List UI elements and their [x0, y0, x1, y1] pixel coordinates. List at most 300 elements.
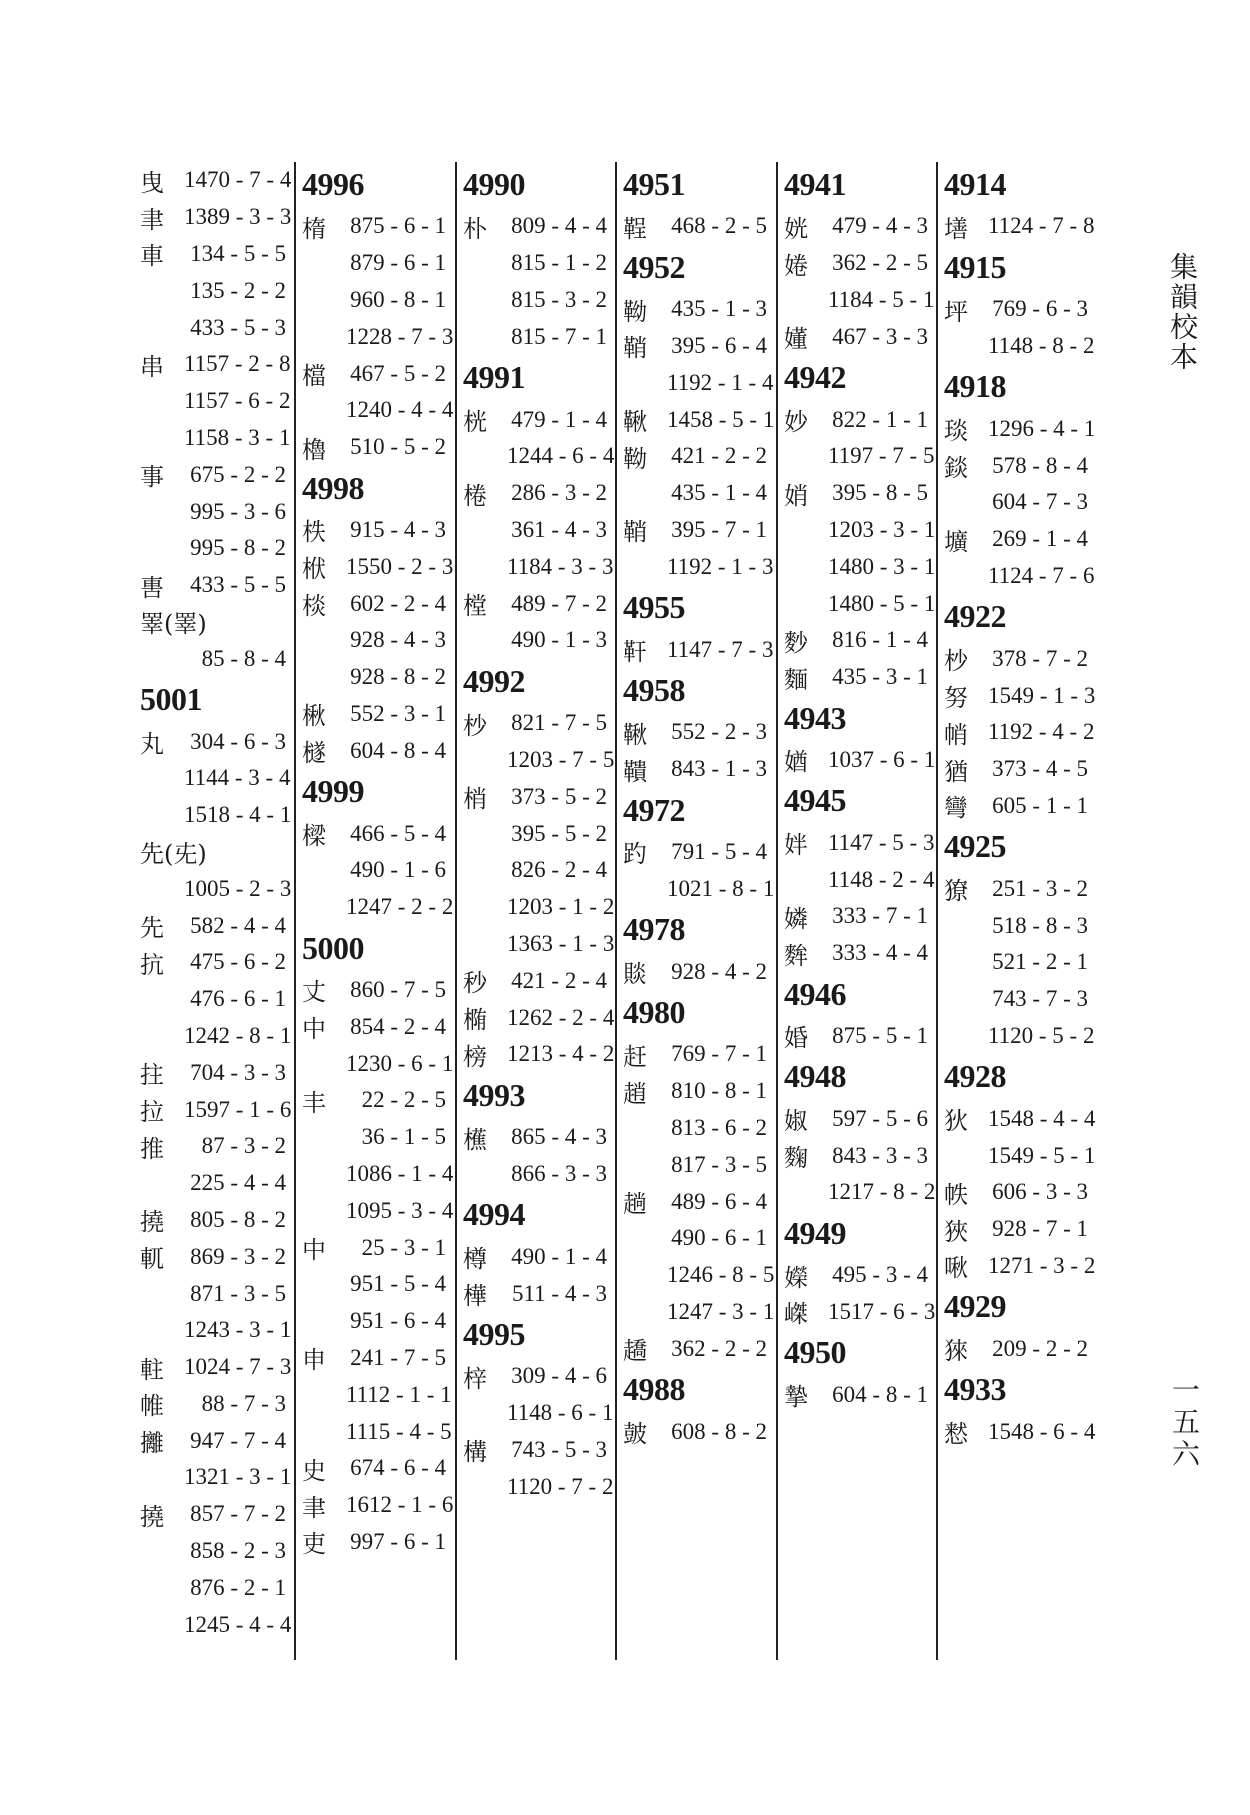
- page-reference: 476 - 6 - 1: [190, 986, 286, 1012]
- page-reference: 1124 - 7 - 8: [988, 213, 1095, 239]
- index-entry: [944, 714, 1095, 751]
- page-reference: 134 - 5 - 5: [190, 240, 286, 266]
- page-reference: 479 - 1 - 4: [511, 406, 607, 432]
- section-number: 4972: [623, 791, 685, 828]
- section-number: 4928: [944, 1058, 1006, 1095]
- character: 樺: [463, 1282, 487, 1311]
- page-reference: 1203 - 1 - 2: [507, 894, 615, 920]
- page-reference: 510 - 5 - 2: [350, 434, 446, 460]
- index-entry: [623, 1183, 767, 1220]
- page-reference: 1148 - 8 - 2: [988, 332, 1095, 358]
- section-number: 4952: [623, 248, 685, 285]
- page-reference: 209 - 2 - 2: [992, 1335, 1088, 1361]
- page-reference: 552 - 2 - 3: [671, 719, 767, 745]
- index-entry: [140, 1459, 292, 1496]
- character: 狹: [944, 1217, 968, 1246]
- page-reference: 578 - 8 - 4: [992, 452, 1088, 478]
- page-reference: 1147 - 5 - 3: [828, 829, 935, 855]
- page-reference: 791 - 5 - 4: [671, 838, 767, 864]
- index-entry: [463, 778, 607, 815]
- index-entry: [784, 245, 928, 282]
- page-reference: 822 - 1 - 1: [832, 406, 928, 432]
- index-entry: [623, 1110, 767, 1147]
- page-reference: 997 - 6 - 1: [350, 1528, 446, 1554]
- character: 婌: [784, 1107, 808, 1136]
- character: 努: [944, 684, 968, 713]
- index-entry: [463, 1395, 614, 1432]
- page-reference: 1245 - 4 - 4: [184, 1611, 292, 1637]
- index-entry: [463, 585, 607, 622]
- page-reference: 36 - 1 - 5: [361, 1124, 446, 1150]
- page-reference: 597 - 5 - 6: [832, 1105, 928, 1131]
- index-entry: [140, 1275, 286, 1312]
- index-entry: [944, 1248, 1096, 1285]
- index-entry: [944, 640, 1088, 677]
- section-number: 4978: [623, 911, 685, 948]
- page-reference: 743 - 5 - 3: [511, 1436, 607, 1462]
- page-reference: 1203 - 7 - 5: [507, 746, 615, 772]
- page-reference: 605 - 1 - 1: [992, 792, 1088, 818]
- index-entry: [302, 972, 446, 1009]
- index-entry: [944, 558, 1095, 595]
- page-reference: 769 - 7 - 1: [671, 1041, 767, 1067]
- index-entry: [784, 824, 935, 861]
- index-entry: [302, 585, 446, 622]
- index-entry: [140, 1018, 292, 1055]
- index-entry: [944, 521, 1088, 558]
- page-reference: 433 - 5 - 5: [190, 572, 286, 598]
- character: 錟: [944, 454, 968, 483]
- character: 楕: [302, 214, 326, 243]
- page-reference: 1244 - 6 - 4: [507, 443, 615, 469]
- character: 姯: [784, 214, 808, 243]
- character: 申: [302, 1346, 326, 1375]
- page-reference: 1242 - 8 - 1: [184, 1022, 292, 1048]
- index-entry: [784, 282, 935, 319]
- index-entry: [623, 751, 767, 788]
- index-entry: [623, 1073, 767, 1110]
- index-entry: [140, 162, 292, 199]
- section-number: 4914: [944, 166, 1006, 202]
- character: 猍: [944, 1337, 968, 1366]
- index-entry: [140, 1054, 286, 1091]
- page-reference: 865 - 4 - 3: [511, 1124, 607, 1150]
- index-entry: [302, 1303, 446, 1340]
- page-reference: 769 - 6 - 3: [992, 296, 1088, 322]
- page-reference: 1037 - 6 - 1: [828, 746, 936, 772]
- index-entry: [784, 438, 935, 475]
- character: 軎: [140, 573, 164, 602]
- character: 鞘: [623, 518, 647, 547]
- character: 抗: [140, 950, 164, 979]
- index-entry: [463, 1119, 607, 1156]
- page-reference: 479 - 4 - 3: [832, 213, 928, 239]
- index-entry: [944, 410, 1096, 447]
- index-entry: [463, 1238, 607, 1275]
- index-entry: [944, 484, 1088, 521]
- index-entry: [623, 870, 775, 907]
- page-reference: 854 - 2 - 4: [350, 1013, 446, 1039]
- section-number: 4998: [302, 469, 364, 506]
- character: 檔: [302, 362, 326, 391]
- page-reference: 809 - 4 - 4: [511, 213, 607, 239]
- page-reference: 604 - 7 - 3: [992, 489, 1088, 515]
- page-reference: 858 - 2 - 3: [190, 1538, 286, 1564]
- character: 嬫: [784, 1263, 808, 1292]
- character: 媨: [784, 748, 808, 777]
- page-reference: 821 - 7 - 5: [511, 710, 607, 736]
- character: 狄: [944, 1107, 968, 1136]
- page-reference: 467 - 3 - 3: [832, 323, 928, 349]
- page-reference: 490 - 1 - 3: [511, 627, 607, 653]
- index-entry: [140, 530, 286, 567]
- page-reference: 495 - 3 - 4: [832, 1262, 928, 1288]
- page-reference: 1120 - 5 - 2: [988, 1022, 1095, 1048]
- page-reference: 333 - 7 - 1: [832, 903, 928, 929]
- index-entry: [463, 401, 607, 438]
- page-reference: 915 - 4 - 3: [350, 516, 446, 542]
- section-number: 4941: [784, 166, 846, 202]
- page-reference: 1480 - 3 - 1: [828, 553, 936, 579]
- character: 赶: [623, 1042, 647, 1071]
- page-reference: 251 - 3 - 2: [992, 875, 1088, 901]
- index-entry: [623, 512, 767, 549]
- page-reference: 1612 - 1 - 6: [346, 1492, 454, 1518]
- index-entry: [302, 392, 454, 429]
- page-reference: 1184 - 3 - 3: [507, 553, 614, 579]
- index-entry: [463, 512, 607, 549]
- page-reference: 875 - 6 - 1: [350, 213, 446, 239]
- index-entry: [463, 282, 607, 319]
- page-reference: 1157 - 6 - 2: [184, 388, 291, 414]
- section-number: 5000: [302, 929, 364, 966]
- page-reference: 951 - 6 - 4: [350, 1308, 446, 1334]
- page-reference: 743 - 7 - 3: [992, 986, 1088, 1012]
- page-reference: 869 - 3 - 2: [190, 1243, 286, 1269]
- page-reference: 813 - 6 - 2: [671, 1114, 767, 1140]
- character: 娋: [784, 481, 808, 510]
- index-entry: [140, 797, 292, 834]
- index-entry: [623, 631, 774, 668]
- index-entry: [302, 1119, 446, 1156]
- character: 中: [302, 1015, 326, 1044]
- page-reference: 843 - 1 - 3: [671, 756, 767, 782]
- character: 柣: [302, 518, 326, 547]
- index-entry: [302, 1082, 446, 1119]
- index-entry: [463, 962, 607, 999]
- page-reference: 1247 - 2 - 2: [346, 894, 454, 920]
- page-reference: 866 - 3 - 3: [511, 1160, 607, 1186]
- character: 姅: [784, 831, 808, 860]
- character: 朴: [463, 214, 487, 243]
- character: 杪: [463, 711, 487, 740]
- character: 慭: [944, 1420, 968, 1449]
- index-entry: [140, 1312, 292, 1349]
- page-reference: 928 - 7 - 1: [992, 1216, 1088, 1242]
- index-entry: [140, 456, 286, 493]
- character: 摯: [784, 1383, 808, 1412]
- character: 樘: [463, 592, 487, 621]
- page-reference: 490 - 1 - 4: [511, 1243, 607, 1269]
- page-reference: 1184 - 5 - 1: [828, 286, 935, 312]
- page-reference: 1203 - 3 - 1: [828, 516, 936, 542]
- index-entry: [140, 907, 286, 944]
- page-reference: 1549 - 1 - 3: [988, 682, 1096, 708]
- section-number: 4995: [463, 1315, 525, 1352]
- index-entry: [302, 1524, 446, 1561]
- page-reference: 468 - 2 - 5: [671, 213, 767, 239]
- index-entry: [140, 1165, 286, 1202]
- page-reference: 373 - 4 - 5: [992, 756, 1088, 782]
- index-entry: [463, 1156, 607, 1193]
- index-entry: [302, 1487, 454, 1524]
- index-entry: [302, 732, 446, 769]
- page-number: 一五六: [1168, 1375, 1201, 1471]
- character: 檖: [302, 739, 326, 768]
- section-number: 4943: [784, 699, 846, 736]
- page-reference: 225 - 4 - 4: [190, 1170, 286, 1196]
- page-reference: 826 - 2 - 4: [511, 857, 607, 883]
- page-reference: 241 - 7 - 5: [350, 1344, 446, 1370]
- page-reference: 518 - 8 - 3: [992, 912, 1088, 938]
- section-number: 4996: [302, 166, 364, 202]
- page-reference: 25 - 3 - 1: [361, 1234, 446, 1260]
- index-entry: [302, 1376, 452, 1413]
- index-entry: [623, 438, 767, 475]
- page-reference: 1389 - 3 - 3: [184, 204, 292, 230]
- page-reference: 490 - 1 - 6: [350, 857, 446, 883]
- page-reference: 608 - 8 - 2: [671, 1418, 767, 1444]
- index-entry: [944, 208, 1095, 245]
- section-number: 4922: [944, 598, 1006, 635]
- index-entry: [784, 1376, 928, 1413]
- index-entry: [463, 1358, 607, 1395]
- section-number: 4988: [623, 1371, 685, 1408]
- section-number: 4958: [623, 671, 685, 708]
- page-reference: 1246 - 8 - 5: [667, 1262, 775, 1288]
- page-reference: 876 - 2 - 1: [190, 1574, 286, 1600]
- page-reference: 816 - 1 - 4: [832, 627, 928, 653]
- character: 攡: [140, 1429, 164, 1458]
- section-number: 5001: [140, 681, 202, 718]
- page-reference: 995 - 8 - 2: [190, 535, 286, 561]
- page-reference: 857 - 7 - 2: [190, 1501, 286, 1527]
- character: 皷: [623, 1420, 647, 1449]
- index-entry: [302, 355, 446, 392]
- page-reference: 606 - 3 - 3: [992, 1179, 1088, 1205]
- index-entry: [944, 944, 1088, 981]
- index-entry: [784, 585, 936, 622]
- section-number: 4950: [784, 1334, 846, 1371]
- character: 睪(睪): [140, 610, 207, 639]
- index-entry: [784, 208, 928, 245]
- character: 靿: [623, 444, 647, 473]
- page-reference: 951 - 5 - 4: [350, 1271, 446, 1297]
- index-entry: [463, 705, 607, 742]
- index-entry: [140, 1202, 286, 1239]
- index-entry: [784, 1018, 928, 1055]
- page-reference: 815 - 3 - 2: [511, 286, 607, 312]
- index-entry: [623, 364, 774, 401]
- index-entry: [140, 1569, 286, 1606]
- character: 櫓: [302, 435, 326, 464]
- index-entry: [463, 999, 615, 1036]
- character: 史: [302, 1456, 326, 1485]
- section-number: 4945: [784, 782, 846, 819]
- index-column-4: [615, 162, 773, 1660]
- section-number: 4991: [463, 359, 525, 396]
- character: 鞦: [623, 408, 647, 437]
- section-number: 4929: [944, 1288, 1006, 1325]
- index-entry: [302, 1045, 454, 1082]
- character: 撓: [140, 1502, 164, 1531]
- character: 麰: [784, 941, 808, 970]
- character: 啾: [944, 1254, 968, 1283]
- index-entry: [140, 760, 291, 797]
- index-entry: [944, 1100, 1096, 1137]
- character: 帩: [944, 720, 968, 749]
- page-reference: 805 - 8 - 2: [190, 1206, 286, 1232]
- page-reference: 286 - 3 - 2: [511, 480, 607, 506]
- index-column-6: [936, 162, 1094, 1660]
- index-entry: [140, 640, 286, 677]
- character: 聿: [140, 205, 164, 234]
- index-entry: [463, 815, 607, 852]
- index-entry: [944, 1211, 1088, 1248]
- index-entry: [140, 834, 286, 871]
- index-entry: [302, 512, 446, 549]
- index-entry: [463, 1036, 615, 1073]
- index-entry: [623, 401, 775, 438]
- character: 串: [140, 352, 164, 381]
- index-entry: [944, 907, 1088, 944]
- character: 彎: [944, 794, 968, 823]
- index-entry: [784, 1100, 928, 1137]
- page-reference: 995 - 3 - 6: [190, 498, 286, 524]
- page-reference: 1005 - 2 - 3: [184, 875, 292, 901]
- index-entry: [140, 1091, 292, 1128]
- page-reference: 378 - 7 - 2: [992, 645, 1088, 671]
- index-column-1: [134, 162, 292, 1660]
- character: 梓: [463, 1364, 487, 1393]
- index-entry: [784, 861, 935, 898]
- index-entry: [140, 272, 286, 309]
- index-entry: [463, 1275, 607, 1312]
- character: 構: [463, 1438, 487, 1467]
- page-reference: 433 - 5 - 3: [190, 314, 286, 340]
- page-reference: 1321 - 3 - 1: [184, 1464, 292, 1490]
- character: 靿: [623, 297, 647, 326]
- index-entry: [140, 567, 286, 604]
- page-reference: 1480 - 5 - 1: [828, 590, 936, 616]
- character: 婚: [784, 1024, 808, 1053]
- page-reference: 467 - 5 - 2: [350, 360, 446, 386]
- index-entry: [302, 696, 446, 733]
- page-reference: 1213 - 4 - 2: [507, 1041, 615, 1067]
- page-reference: 1095 - 3 - 4: [346, 1197, 454, 1223]
- page-reference: 395 - 7 - 1: [671, 516, 767, 542]
- index-entry: [302, 889, 454, 926]
- character: 猶: [944, 757, 968, 786]
- character: 曳: [140, 168, 164, 197]
- section-number: 4925: [944, 828, 1006, 865]
- index-entry: [944, 677, 1096, 714]
- page-reference: 1148 - 2 - 4: [828, 866, 935, 892]
- section-number: 4918: [944, 368, 1006, 405]
- character: 椭: [463, 1006, 487, 1035]
- character: 吏: [302, 1530, 326, 1559]
- page-reference: 675 - 2 - 2: [190, 461, 286, 487]
- index-entry: [302, 318, 454, 355]
- page-reference: 1115 - 4 - 5: [346, 1418, 452, 1444]
- index-entry: [302, 282, 446, 319]
- character: 趵: [623, 840, 647, 869]
- character: 琰: [944, 417, 968, 446]
- index-entry: [784, 512, 936, 549]
- index-entry: [463, 926, 615, 963]
- index-entry: [140, 346, 291, 383]
- index-entry: [463, 889, 615, 926]
- page-reference: 1024 - 7 - 3: [184, 1354, 292, 1380]
- index-entry: [302, 1413, 452, 1450]
- index-entry: [623, 1294, 775, 1331]
- index-entry: [302, 1156, 454, 1193]
- section-number: 4980: [623, 993, 685, 1030]
- index-entry: [463, 742, 615, 779]
- index-entry: [784, 318, 928, 355]
- index-entry: [784, 1174, 936, 1211]
- page-reference: 435 - 1 - 3: [671, 296, 767, 322]
- character: 帷: [140, 1392, 164, 1421]
- page-reference: 1458 - 5 - 1: [667, 406, 775, 432]
- index-entry: [302, 1266, 446, 1303]
- index-entry: [302, 815, 446, 852]
- index-entry: [784, 1294, 936, 1331]
- index-entry: [784, 659, 928, 696]
- index-entry: [140, 493, 286, 530]
- section-number: 4993: [463, 1076, 525, 1113]
- page-reference: 421 - 2 - 2: [671, 443, 767, 469]
- page-reference: 552 - 3 - 1: [350, 700, 446, 726]
- section-number: 4942: [784, 359, 846, 396]
- index-entry: [302, 548, 454, 585]
- character: 櫵: [463, 1125, 487, 1154]
- page-reference: 928 - 4 - 3: [350, 627, 446, 653]
- index-entry: [623, 834, 767, 871]
- index-entry: [944, 1330, 1088, 1367]
- character: 丈: [302, 978, 326, 1007]
- index-entry: [140, 1496, 286, 1533]
- page-reference: 1470 - 7 - 4: [184, 167, 292, 193]
- index-entry: [463, 318, 607, 355]
- page-reference: 1197 - 7 - 5: [828, 443, 935, 469]
- page-reference: 817 - 3 - 5: [671, 1151, 767, 1177]
- page-reference: 309 - 4 - 6: [511, 1363, 607, 1389]
- index-entry: [140, 944, 286, 981]
- page-reference: 602 - 2 - 4: [350, 590, 446, 616]
- character: 楸: [302, 702, 326, 731]
- page-reference: 362 - 2 - 2: [671, 1335, 767, 1361]
- index-entry: [302, 659, 446, 696]
- section-number: 4994: [463, 1196, 525, 1233]
- page-reference: 22 - 2 - 5: [361, 1087, 446, 1113]
- index-entry: [463, 208, 607, 245]
- index-entry: [140, 1349, 292, 1386]
- page-reference: 674 - 6 - 4: [350, 1455, 446, 1481]
- character: 鞼: [623, 757, 647, 786]
- section-number: 4946: [784, 975, 846, 1012]
- index-entry: [623, 714, 767, 751]
